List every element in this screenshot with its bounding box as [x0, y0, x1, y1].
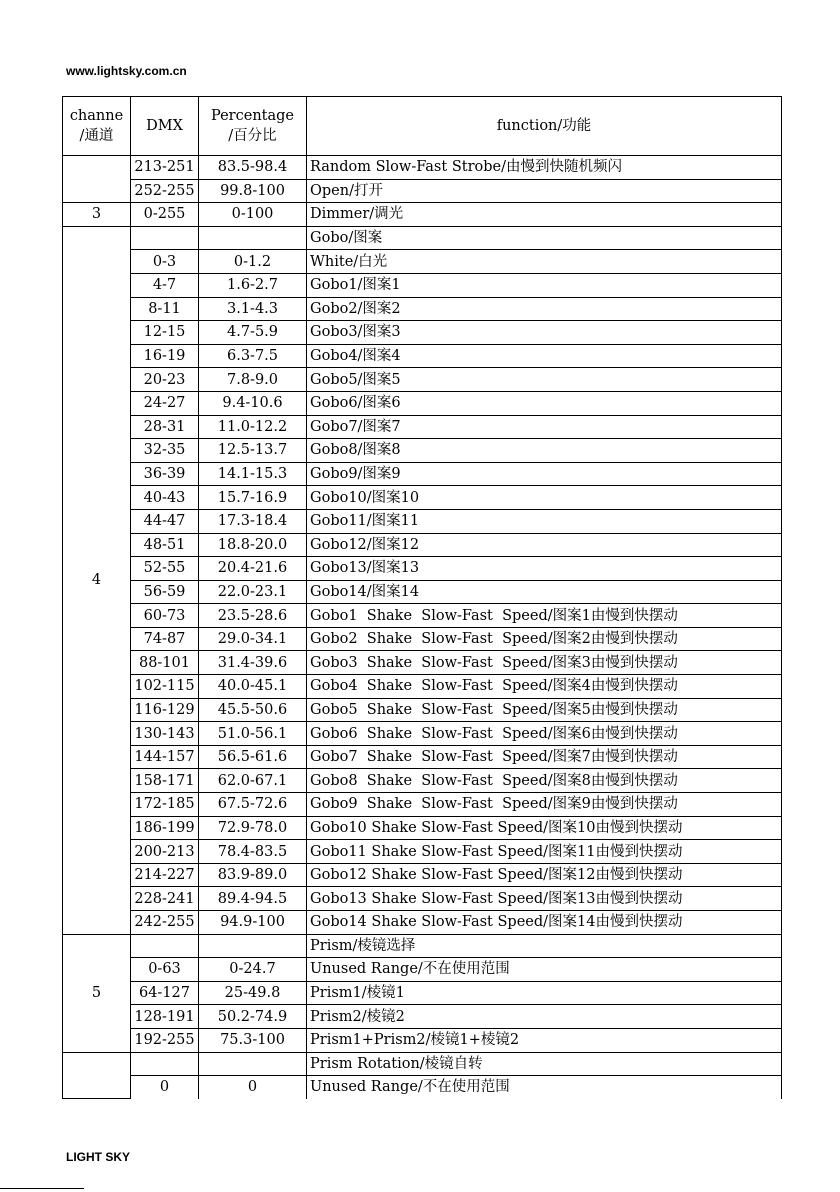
- table-row: [63, 486, 782, 510]
- dmx-cell: 24-27: [131, 391, 199, 415]
- dmx-cell: 8-11: [131, 297, 199, 321]
- dmx-cell: 192-255: [131, 1028, 199, 1052]
- dmx-cell: 116-129: [131, 698, 199, 722]
- table-row: [63, 793, 782, 817]
- function-cell: Unused Range/不在使用范围: [307, 958, 782, 982]
- header-channel-text: channe /通道: [69, 108, 124, 144]
- function-cell: Gobo2/图案2: [307, 297, 782, 321]
- dmx-cell: 186-199: [131, 816, 199, 840]
- function-cell: Gobo4/图案4: [307, 344, 782, 368]
- channel-cell: [63, 156, 131, 203]
- dmx-cell: 0-3: [131, 250, 199, 274]
- function-cell: Gobo6/图案6: [307, 391, 782, 415]
- dmx-cell: 144-157: [131, 745, 199, 769]
- dmx-cell: 64-127: [131, 981, 199, 1005]
- table-row: [63, 533, 782, 557]
- percentage-cell: 7.8-9.0: [199, 368, 307, 392]
- dmx-cell: 12-15: [131, 321, 199, 345]
- table-row: [63, 651, 782, 675]
- table-row: [63, 156, 782, 180]
- percentage-cell: 22.0-23.1: [199, 580, 307, 604]
- footer-divider: [0, 1188, 84, 1189]
- percentage-cell: 4.7-5.9: [199, 321, 307, 345]
- header-function: [307, 97, 782, 156]
- table-row: [63, 321, 782, 345]
- function-cell: Gobo1 Shake Slow-Fast Speed/图案1由慢到快摆动: [307, 604, 782, 628]
- channel-cell: 4: [63, 226, 131, 934]
- percentage-cell: 50.2-74.9: [199, 1005, 307, 1029]
- table-row: [63, 1052, 782, 1076]
- table-row: [63, 911, 782, 935]
- table-row: [63, 604, 782, 628]
- percentage-cell: 31.4-39.6: [199, 651, 307, 675]
- table-row: [63, 840, 782, 864]
- table-row: [63, 698, 782, 722]
- table-row: [63, 1005, 782, 1029]
- function-cell: Gobo3/图案3: [307, 321, 782, 345]
- table-body: [63, 156, 782, 1099]
- table-row: [63, 509, 782, 533]
- dmx-cell: 172-185: [131, 793, 199, 817]
- dmx-cell: 252-255: [131, 179, 199, 203]
- function-cell: Gobo10 Shake Slow-Fast Speed/图案10由慢到快摆动: [307, 816, 782, 840]
- table-row: [63, 722, 782, 746]
- table-row: [63, 769, 782, 793]
- table-row: [63, 250, 782, 274]
- percentage-cell: 67.5-72.6: [199, 793, 307, 817]
- table-row: [63, 344, 782, 368]
- dmx-cell: 74-87: [131, 627, 199, 651]
- percentage-cell: 78.4-83.5: [199, 840, 307, 864]
- percentage-cell: 0-1.2: [199, 250, 307, 274]
- table-row: [63, 887, 782, 911]
- channel-cell: [63, 1052, 131, 1099]
- function-cell: Gobo10/图案10: [307, 486, 782, 510]
- percentage-cell: 0-100: [199, 203, 307, 227]
- dmx-cell: 102-115: [131, 675, 199, 699]
- function-cell: Gobo5/图案5: [307, 368, 782, 392]
- dmx-cell: 44-47: [131, 509, 199, 533]
- function-cell: Prism2/棱镜2: [307, 1005, 782, 1029]
- function-cell: Gobo9/图案9: [307, 462, 782, 486]
- percentage-cell: 1.6-2.7: [199, 273, 307, 297]
- function-cell: Gobo12/图案12: [307, 533, 782, 557]
- function-cell: Gobo12 Shake Slow-Fast Speed/图案12由慢到快摆动: [307, 863, 782, 887]
- function-cell: Gobo5 Shake Slow-Fast Speed/图案5由慢到快摆动: [307, 698, 782, 722]
- function-cell: Gobo14/图案14: [307, 580, 782, 604]
- table-header-row: [63, 97, 782, 156]
- function-cell: Unused Range/不在使用范围: [307, 1076, 782, 1099]
- function-cell: Gobo1/图案1: [307, 273, 782, 297]
- dmx-cell: 20-23: [131, 368, 199, 392]
- percentage-cell: 12.5-13.7: [199, 439, 307, 463]
- function-cell: Gobo7 Shake Slow-Fast Speed/图案7由慢到快摆动: [307, 745, 782, 769]
- function-cell: Gobo13/图案13: [307, 557, 782, 581]
- percentage-cell: 99.8-100: [199, 179, 307, 203]
- table-row: [63, 203, 782, 227]
- percentage-cell: 3.1-4.3: [199, 297, 307, 321]
- dmx-cell: 214-227: [131, 863, 199, 887]
- dmx-cell: 128-191: [131, 1005, 199, 1029]
- percentage-cell: [199, 1052, 307, 1076]
- percentage-cell: 6.3-7.5: [199, 344, 307, 368]
- channel-cell: 3: [63, 203, 131, 227]
- header-percentage: [199, 97, 307, 156]
- table-row: [63, 934, 782, 958]
- dmx-cell: 242-255: [131, 911, 199, 935]
- dmx-cell: 213-251: [131, 156, 199, 180]
- percentage-cell: 0-24.7: [199, 958, 307, 982]
- header-percentage-text: Percentage /百分比: [211, 108, 294, 144]
- function-cell: Gobo6 Shake Slow-Fast Speed/图案6由慢到快摆动: [307, 722, 782, 746]
- table-row: [63, 273, 782, 297]
- dmx-cell: [131, 226, 199, 250]
- table-row: [63, 179, 782, 203]
- percentage-cell: 11.0-12.2: [199, 415, 307, 439]
- dmx-cell: 158-171: [131, 769, 199, 793]
- table-row: [63, 863, 782, 887]
- function-cell: Gobo11 Shake Slow-Fast Speed/图案11由慢到快摆动: [307, 840, 782, 864]
- function-cell: Gobo11/图案11: [307, 509, 782, 533]
- header-url: www.lightsky.com.cn: [66, 64, 187, 78]
- dmx-cell: [131, 934, 199, 958]
- function-cell: Gobo7/图案7: [307, 415, 782, 439]
- table-row: [63, 1076, 782, 1099]
- percentage-cell: 9.4-10.6: [199, 391, 307, 415]
- table-row: [63, 816, 782, 840]
- header-dmx-text: DMX: [146, 118, 183, 134]
- table-row: [63, 439, 782, 463]
- percentage-cell: 17.3-18.4: [199, 509, 307, 533]
- percentage-cell: 15.7-16.9: [199, 486, 307, 510]
- function-cell: Prism/棱镜选择: [307, 934, 782, 958]
- dmx-cell: 228-241: [131, 887, 199, 911]
- dmx-cell: 48-51: [131, 533, 199, 557]
- percentage-cell: [199, 934, 307, 958]
- table-row: [63, 415, 782, 439]
- dmx-cell: [131, 1052, 199, 1076]
- function-cell: Gobo8/图案8: [307, 439, 782, 463]
- table-row: [63, 557, 782, 581]
- dmx-cell: 56-59: [131, 580, 199, 604]
- table-row: [63, 675, 782, 699]
- function-cell: Prism1/棱镜1: [307, 981, 782, 1005]
- function-cell: Gobo2 Shake Slow-Fast Speed/图案2由慢到快摆动: [307, 627, 782, 651]
- dmx-cell: 60-73: [131, 604, 199, 628]
- function-cell: Gobo4 Shake Slow-Fast Speed/图案4由慢到快摆动: [307, 675, 782, 699]
- table-row: [63, 297, 782, 321]
- function-cell: Gobo3 Shake Slow-Fast Speed/图案3由慢到快摆动: [307, 651, 782, 675]
- percentage-cell: 29.0-34.1: [199, 627, 307, 651]
- percentage-cell: 89.4-94.5: [199, 887, 307, 911]
- header-dmx: [131, 97, 199, 156]
- dmx-channel-table: [62, 96, 782, 1099]
- footer-brand: LIGHT SKY: [66, 1150, 131, 1164]
- channel-cell: 5: [63, 934, 131, 1052]
- percentage-cell: 45.5-50.6: [199, 698, 307, 722]
- function-cell: Dimmer/调光: [307, 203, 782, 227]
- dmx-cell: 4-7: [131, 273, 199, 297]
- percentage-cell: 56.5-61.6: [199, 745, 307, 769]
- percentage-cell: 14.1-15.3: [199, 462, 307, 486]
- table-row: [63, 391, 782, 415]
- function-cell: Prism Rotation/棱镜自转: [307, 1052, 782, 1076]
- table-row: [63, 580, 782, 604]
- table-row: [63, 1028, 782, 1052]
- percentage-cell: 94.9-100: [199, 911, 307, 935]
- function-cell: Gobo9 Shake Slow-Fast Speed/图案9由慢到快摆动: [307, 793, 782, 817]
- percentage-cell: 25-49.8: [199, 981, 307, 1005]
- dmx-cell: 52-55: [131, 557, 199, 581]
- function-cell: Prism1+Prism2/棱镜1+棱镜2: [307, 1028, 782, 1052]
- dmx-cell: 0-63: [131, 958, 199, 982]
- dmx-cell: 88-101: [131, 651, 199, 675]
- table-row: [63, 627, 782, 651]
- dmx-cell: 28-31: [131, 415, 199, 439]
- function-cell: Gobo8 Shake Slow-Fast Speed/图案8由慢到快摆动: [307, 769, 782, 793]
- percentage-cell: 20.4-21.6: [199, 557, 307, 581]
- percentage-cell: 62.0-67.1: [199, 769, 307, 793]
- percentage-cell: 75.3-100: [199, 1028, 307, 1052]
- dmx-cell: 0-255: [131, 203, 199, 227]
- function-cell: White/白光: [307, 250, 782, 274]
- header-channel: [63, 97, 131, 156]
- dmx-cell: 16-19: [131, 344, 199, 368]
- percentage-cell: 0: [199, 1076, 307, 1099]
- dmx-cell: 0: [131, 1076, 199, 1099]
- dmx-cell: 32-35: [131, 439, 199, 463]
- table-row: [63, 981, 782, 1005]
- table-row: [63, 368, 782, 392]
- table-row: [63, 958, 782, 982]
- table-row: [63, 745, 782, 769]
- function-cell: Gobo14 Shake Slow-Fast Speed/图案14由慢到快摆动: [307, 911, 782, 935]
- percentage-cell: 40.0-45.1: [199, 675, 307, 699]
- percentage-cell: 51.0-56.1: [199, 722, 307, 746]
- percentage-cell: 18.8-20.0: [199, 533, 307, 557]
- table-row: [63, 226, 782, 250]
- header-function-text: function/功能: [496, 118, 592, 134]
- function-cell: Random Slow-Fast Strobe/由慢到快随机频闪: [307, 156, 782, 180]
- function-cell: Gobo/图案: [307, 226, 782, 250]
- percentage-cell: 83.5-98.4: [199, 156, 307, 180]
- percentage-cell: [199, 226, 307, 250]
- dmx-cell: 130-143: [131, 722, 199, 746]
- function-cell: Open/打开: [307, 179, 782, 203]
- dmx-cell: 40-43: [131, 486, 199, 510]
- percentage-cell: 23.5-28.6: [199, 604, 307, 628]
- table-row: [63, 462, 782, 486]
- dmx-cell: 36-39: [131, 462, 199, 486]
- function-cell: Gobo13 Shake Slow-Fast Speed/图案13由慢到快摆动: [307, 887, 782, 911]
- percentage-cell: 72.9-78.0: [199, 816, 307, 840]
- percentage-cell: 83.9-89.0: [199, 863, 307, 887]
- dmx-cell: 200-213: [131, 840, 199, 864]
